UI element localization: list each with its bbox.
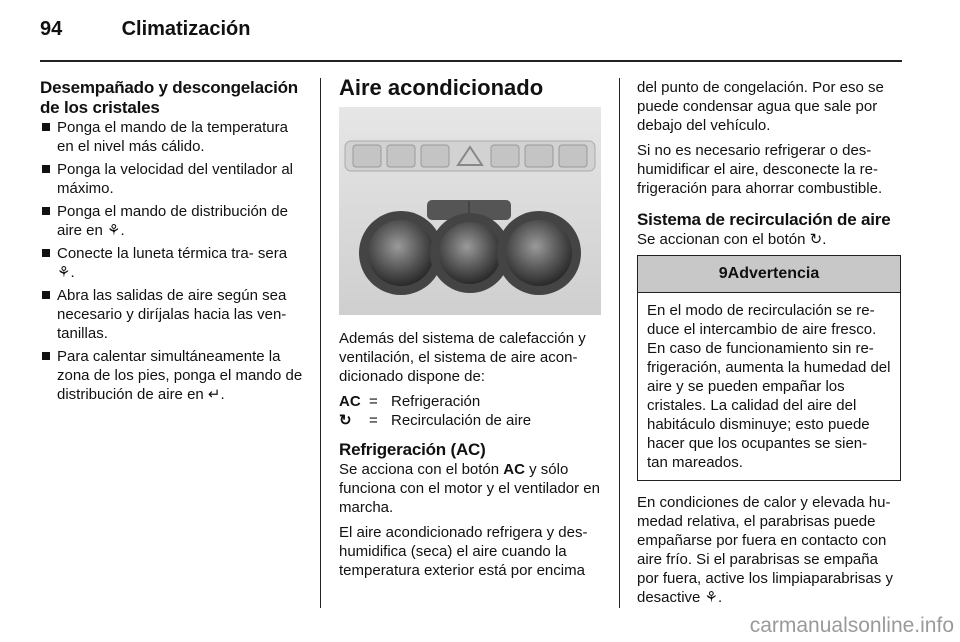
disable-cooling-paragraph: Si no es necesario refrigerar o des- humidificar el aire, desconecte la re- frigeración para ahorrar combustible. <box>637 142 883 197</box>
recirculation-paragraph: Se accionan con el botón ↻. <box>637 231 827 248</box>
watermark: carmanualsonline.info <box>749 614 954 637</box>
definition-key: AC <box>339 393 361 410</box>
warning-text: En el modo de recirculación se re- duce el intercambio de aire fresco. En caso de funcionamiento sin re- frigeración, aumenta la humedad del aire y se pueden empañar los cristales. La calidad del aire del habitáculo disminuye; esto puede hacer que los ocupantes se sien- tan mareados. <box>647 302 891 471</box>
definition-row <box>339 411 604 430</box>
recirculation-icon: ↻ <box>339 412 352 429</box>
page-number: 94 <box>40 18 63 40</box>
ac-label: AC <box>503 461 525 478</box>
definition-value: Recirculación de aire <box>391 412 532 429</box>
cooling-paragraph-1 <box>339 460 604 517</box>
column-2 <box>339 75 604 586</box>
list-item: Conecte la luneta térmica tra- sera ⚘. <box>40 244 306 282</box>
page-title: Climatización <box>121 18 251 40</box>
continuation-paragraph: del punto de congelación. Por eso se puede condensar agua que sale por debajo del vehículo. <box>637 79 884 134</box>
header-rule <box>40 60 902 62</box>
warning-box <box>637 255 901 481</box>
warning-header <box>638 256 900 293</box>
page-header <box>40 18 250 41</box>
column-divider-2 <box>619 78 620 608</box>
section-heading-cooling: Refrigeración (AC) <box>339 440 486 459</box>
windscreen-paragraph: En condiciones de calor y elevada hu- medad relativa, el parabrisas puede empañarse por fuera en contacto con aire frío. Si el parabrisas se empaña por fuera, active los limpiaparabrisas y desactive ⚘. <box>637 494 893 606</box>
list-item: Abra las salidas de aire según sea necesario y diríjalas hacia las ven- tanillas. <box>40 286 306 343</box>
section-heading-defog: Desempañado y descongelación de los cristales <box>40 78 298 117</box>
column-3 <box>637 78 901 613</box>
ac-intro: Además del sistema de calefacción y ventilación, el sistema de aire acon- dicionado dispone de: <box>339 330 586 385</box>
list-item: Para calentar simultáneamente la zona de los pies, ponga el mando de distribución de aire en ↵. <box>40 347 306 404</box>
definition-equals: = <box>369 393 378 410</box>
column-divider-1 <box>320 78 321 608</box>
definition-row <box>339 392 604 411</box>
cooling-paragraph-2: El aire acondicionado refrigera y des- humidifica (seca) el aire cuando la temperatura exterior está por encima <box>339 524 588 579</box>
text-span: y sólo funciona con el motor y el ventilador en marcha. <box>339 461 600 516</box>
column-1 <box>40 78 306 408</box>
text-span: Se acciona con el botón <box>339 461 504 478</box>
definition-equals: = <box>369 412 378 429</box>
list-item: Ponga el mando de la temperatura en el nivel más cálido. <box>40 118 306 156</box>
climate-panel-illustration <box>339 107 601 315</box>
climate-control-photo <box>339 107 601 315</box>
ac-definitions <box>339 392 604 430</box>
warning-title: Advertencia <box>727 265 820 282</box>
section-heading-recirculation: Sistema de recirculación de aire <box>637 210 891 229</box>
section-title-ac: Aire acondicionado <box>339 75 544 100</box>
list-item: Ponga la velocidad del ventilador al máximo. <box>40 160 306 198</box>
defog-steps <box>40 118 306 404</box>
warning-icon: 9 <box>718 265 728 282</box>
definition-value: Refrigeración <box>391 393 481 410</box>
list-item: Ponga el mando de distribución de aire en ⚘. <box>40 202 306 240</box>
